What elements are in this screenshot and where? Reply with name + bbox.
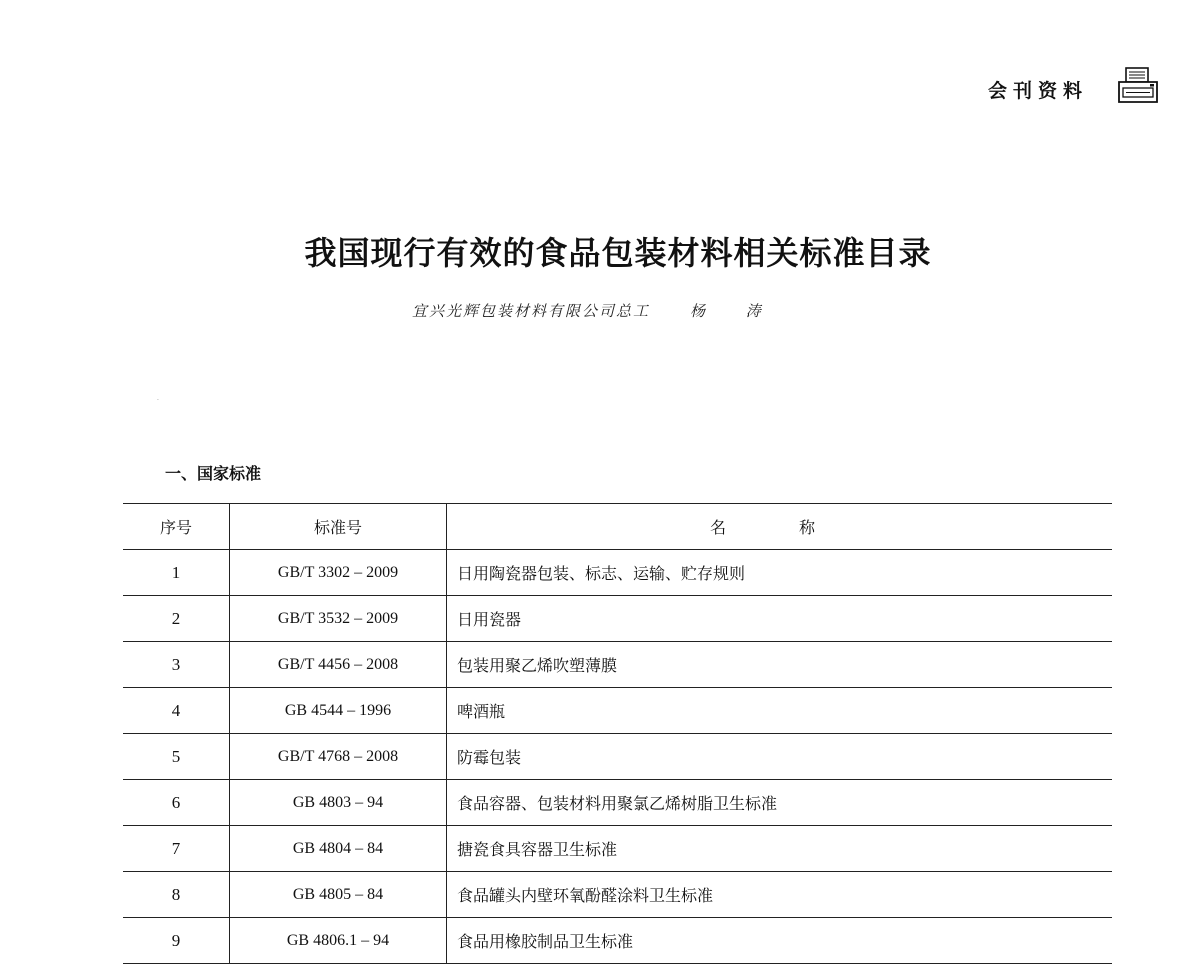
table-row — [123, 596, 1112, 642]
row-serial-number: 2 — [123, 596, 230, 642]
header-standard-name: 名 称 — [447, 504, 1113, 550]
row-standard-name: 包装用聚乙烯吹塑薄膜 — [447, 642, 1113, 688]
author-name: 杨 涛 — [690, 302, 779, 320]
row-standard-code: GB/T 3532 – 2009 — [230, 596, 447, 642]
row-serial-number: 6 — [123, 780, 230, 826]
table-row — [123, 688, 1112, 734]
row-standard-name: 防霉包装 — [447, 734, 1113, 780]
scan-dot: · — [157, 397, 159, 404]
row-standard-name: 食品罐头内壁环氧酚醛涂料卫生标准 — [447, 872, 1113, 918]
table-header-row — [123, 504, 1112, 550]
table-row — [123, 780, 1112, 826]
row-standard-name: 食品用橡胶制品卫生标准 — [447, 918, 1113, 964]
journal-section-label: 会刊资料 — [987, 80, 1088, 102]
byline — [412, 300, 779, 321]
header-standard-code: 标准号 — [230, 504, 447, 550]
row-standard-code: GB/T 3302 – 2009 — [230, 550, 447, 596]
row-standard-name: 日用瓷器 — [447, 596, 1113, 642]
section-heading: 一、国家标准 — [165, 464, 262, 483]
table-row — [123, 550, 1112, 596]
row-serial-number: 5 — [123, 734, 230, 780]
row-standard-code: GB/T 4768 – 2008 — [230, 734, 447, 780]
row-standard-name: 食品容器、包装材料用聚氯乙烯树脂卫生标准 — [447, 780, 1113, 826]
row-serial-number: 7 — [123, 826, 230, 872]
row-serial-number: 9 — [123, 918, 230, 964]
row-serial-number: 4 — [123, 688, 230, 734]
table-row — [123, 918, 1112, 964]
row-standard-code: GB/T 4456 – 2008 — [230, 642, 447, 688]
header-serial-number: 序号 — [123, 504, 230, 550]
row-serial-number: 3 — [123, 642, 230, 688]
row-standard-name: 日用陶瓷器包装、标志、运输、贮存规则 — [447, 550, 1113, 596]
table-row — [123, 734, 1112, 780]
row-standard-code: GB 4806.1 – 94 — [230, 918, 447, 964]
row-standard-code: GB 4803 – 94 — [230, 780, 447, 826]
row-serial-number: 1 — [123, 550, 230, 596]
table-row — [123, 872, 1112, 918]
row-standard-name: 啤酒瓶 — [447, 688, 1113, 734]
table-row — [123, 642, 1112, 688]
author-affiliation: 宜兴光辉包装材料有限公司总工 — [412, 302, 651, 320]
row-standard-code: GB 4544 – 1996 — [230, 688, 447, 734]
printer-icon — [1116, 66, 1160, 106]
row-standard-code: GB 4804 – 84 — [230, 826, 447, 872]
row-serial-number: 8 — [123, 872, 230, 918]
row-standard-code: GB 4805 – 84 — [230, 872, 447, 918]
row-standard-name: 搪瓷食具容器卫生标准 — [447, 826, 1113, 872]
article-title: 我国现行有效的食品包装材料相关标准目录 — [304, 234, 932, 272]
table-row — [123, 826, 1112, 872]
standards-table — [123, 503, 1112, 964]
